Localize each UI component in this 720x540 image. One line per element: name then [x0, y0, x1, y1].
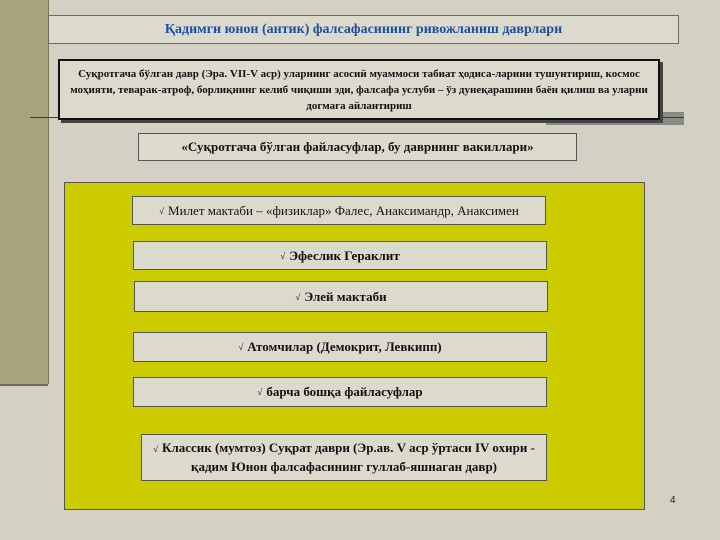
side-decoration-shadow [0, 384, 48, 386]
subtitle-box: «Суқротгача бўлган файласуфлар, бу даврнинг вакиллари» [138, 133, 577, 161]
intro-text-box: Суқротгача бўлган давр (Эра. VII-V аср) уларнинг асосий муаммоси табиат ҳодиса-ларини тушунтириш, космос моҳияти, теварак-атроф, борлиқнинг келиб чиқиши эди, фалсафа услуби – ўз дунеқарашини баён қилиш ва уларни догмага айлантириш [58, 59, 660, 120]
list-item-atomists [133, 332, 547, 362]
side-decoration-bar [0, 0, 49, 384]
check-icon: √ [238, 342, 244, 352]
check-icon: √ [159, 205, 165, 216]
slide-title: Қадимги юнон (антик) фалсафасининг ривожланиш даврлари [48, 15, 679, 44]
list-item-classic-period [141, 434, 547, 481]
list-item-label: Эфеслик Гераклит [289, 247, 400, 263]
list-item-eleatic [134, 281, 548, 312]
list-item-label: Элей мактаби [304, 288, 387, 304]
list-item-others [133, 377, 547, 407]
check-icon: √ [295, 291, 301, 302]
check-icon: √ [257, 387, 263, 397]
list-item-label: барча бошқа файласуфлар [266, 384, 423, 399]
list-item-label: Милет мактаби – «физиклар» Фалес, Анаксимандр, Анаксимен [168, 202, 519, 218]
page-number: 4 [670, 495, 676, 506]
check-icon: √ [280, 250, 286, 261]
list-item-label: Атомчилар (Демокрит, Левкипп) [247, 339, 442, 354]
list-item-heraclitus [133, 241, 547, 270]
check-icon: √ [153, 444, 159, 454]
list-item-label: √ Классик (мумтоз) Суқрат даври (Эр.ав. V аср ўртаси IV охири - қадим Юнон фалсафасининг гуллаб-яшнаган давр) [153, 440, 535, 474]
list-item-miletus [132, 196, 546, 225]
